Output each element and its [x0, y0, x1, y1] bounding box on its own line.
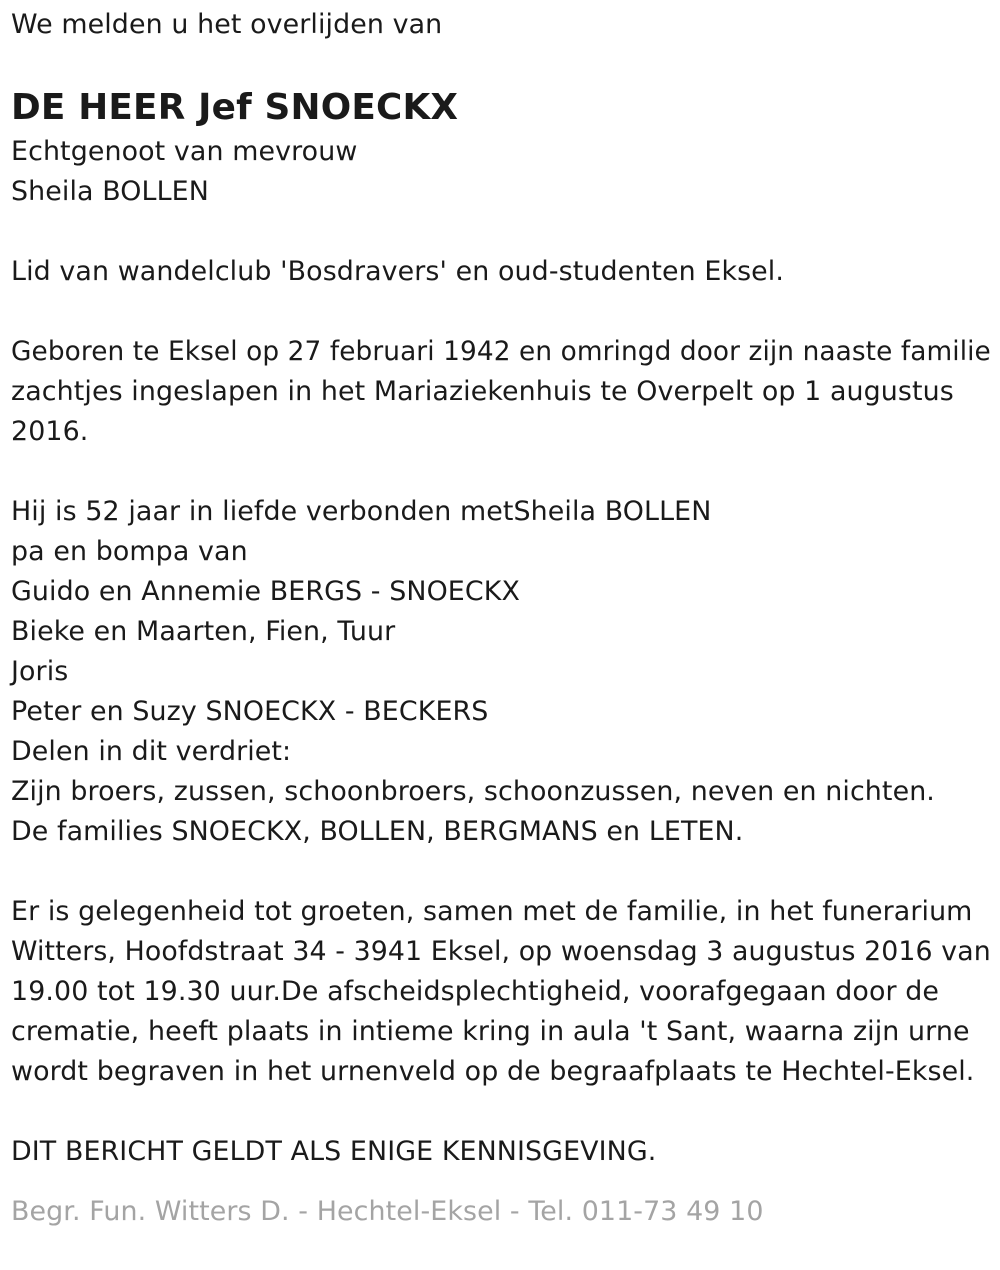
- paragraph-line: zachtjes ingeslapen in het Mariaziekenhuis te Overpelt op 1 augustus: [11, 376, 954, 407]
- paragraph-line: 2016.: [11, 416, 89, 447]
- spacer: [11, 292, 996, 332]
- family-line: Delen in dit verdriet:: [11, 736, 292, 767]
- ceremony-line: crematie, heeft plaats in intieme kring in aula 't Sant, waarna zijn urne: [11, 1016, 970, 1047]
- family-line: Bieke en Maarten, Fien, Tuur: [11, 616, 396, 647]
- family-line: De families SNOECKX, BOLLEN, BERGMANS en LETEN.: [11, 816, 744, 847]
- family-line: Zijn broers, zussen, schoonbroers, schoonzussen, neven en nichten.: [11, 776, 935, 807]
- intro-text: We melden u het overlijden van: [11, 9, 443, 40]
- family-line: Hij is 52 jaar in liefde verbonden metSheila BOLLEN: [11, 496, 712, 527]
- deceased-name: DE HEER Jef SNOECKX: [11, 87, 459, 128]
- closing-statement: DIT BERICHT GELDT ALS ENIGE KENNISGEVING.: [11, 1136, 657, 1167]
- ceremony-line: 19.00 tot 19.30 uur.De afscheidsplechtigheid, voorafgegaan door de: [11, 976, 940, 1007]
- membership-text: Lid van wandelclub 'Bosdravers' en oud-studenten Eksel.: [11, 256, 785, 287]
- birth-death-paragraph: [11, 332, 996, 452]
- family-line: Joris: [11, 656, 69, 687]
- family-paragraph: [11, 492, 996, 852]
- funeral-home-footer: Begr. Fun. Witters D. - Hechtel-Eksel - Tel. 011-73 49 10: [11, 1196, 764, 1227]
- family-line: Peter en Suzy SNOECKX - BECKERS: [11, 696, 489, 727]
- family-line: Guido en Annemie BERGS - SNOECKX: [11, 576, 520, 607]
- ceremony-line: Er is gelegenheid tot groeten, samen met de familie, in het funerarium: [11, 896, 973, 927]
- spouse-line-2: Sheila BOLLEN: [11, 176, 209, 207]
- family-line: pa en bompa van: [11, 536, 248, 567]
- spacer: [11, 1092, 996, 1132]
- spacer: [11, 212, 996, 252]
- spacer: [11, 452, 996, 492]
- spacer: [11, 852, 996, 892]
- paragraph-line: Geboren te Eksel op 27 februari 1942 en omringd door zijn naaste familie: [11, 337, 991, 367]
- ceremony-line: wordt begraven in het urnenveld op de begraafplaats te Hechtel-Eksel.: [11, 1056, 975, 1087]
- ceremony-line: Witters, Hoofdstraat 34 - 3941 Eksel, op woensdag 3 augustus 2016 van: [11, 936, 991, 967]
- spouse-line-1: Echtgenoot van mevrouw: [11, 136, 358, 167]
- obituary-notice: [11, 0, 996, 1232]
- ceremony-paragraph: [11, 892, 996, 1092]
